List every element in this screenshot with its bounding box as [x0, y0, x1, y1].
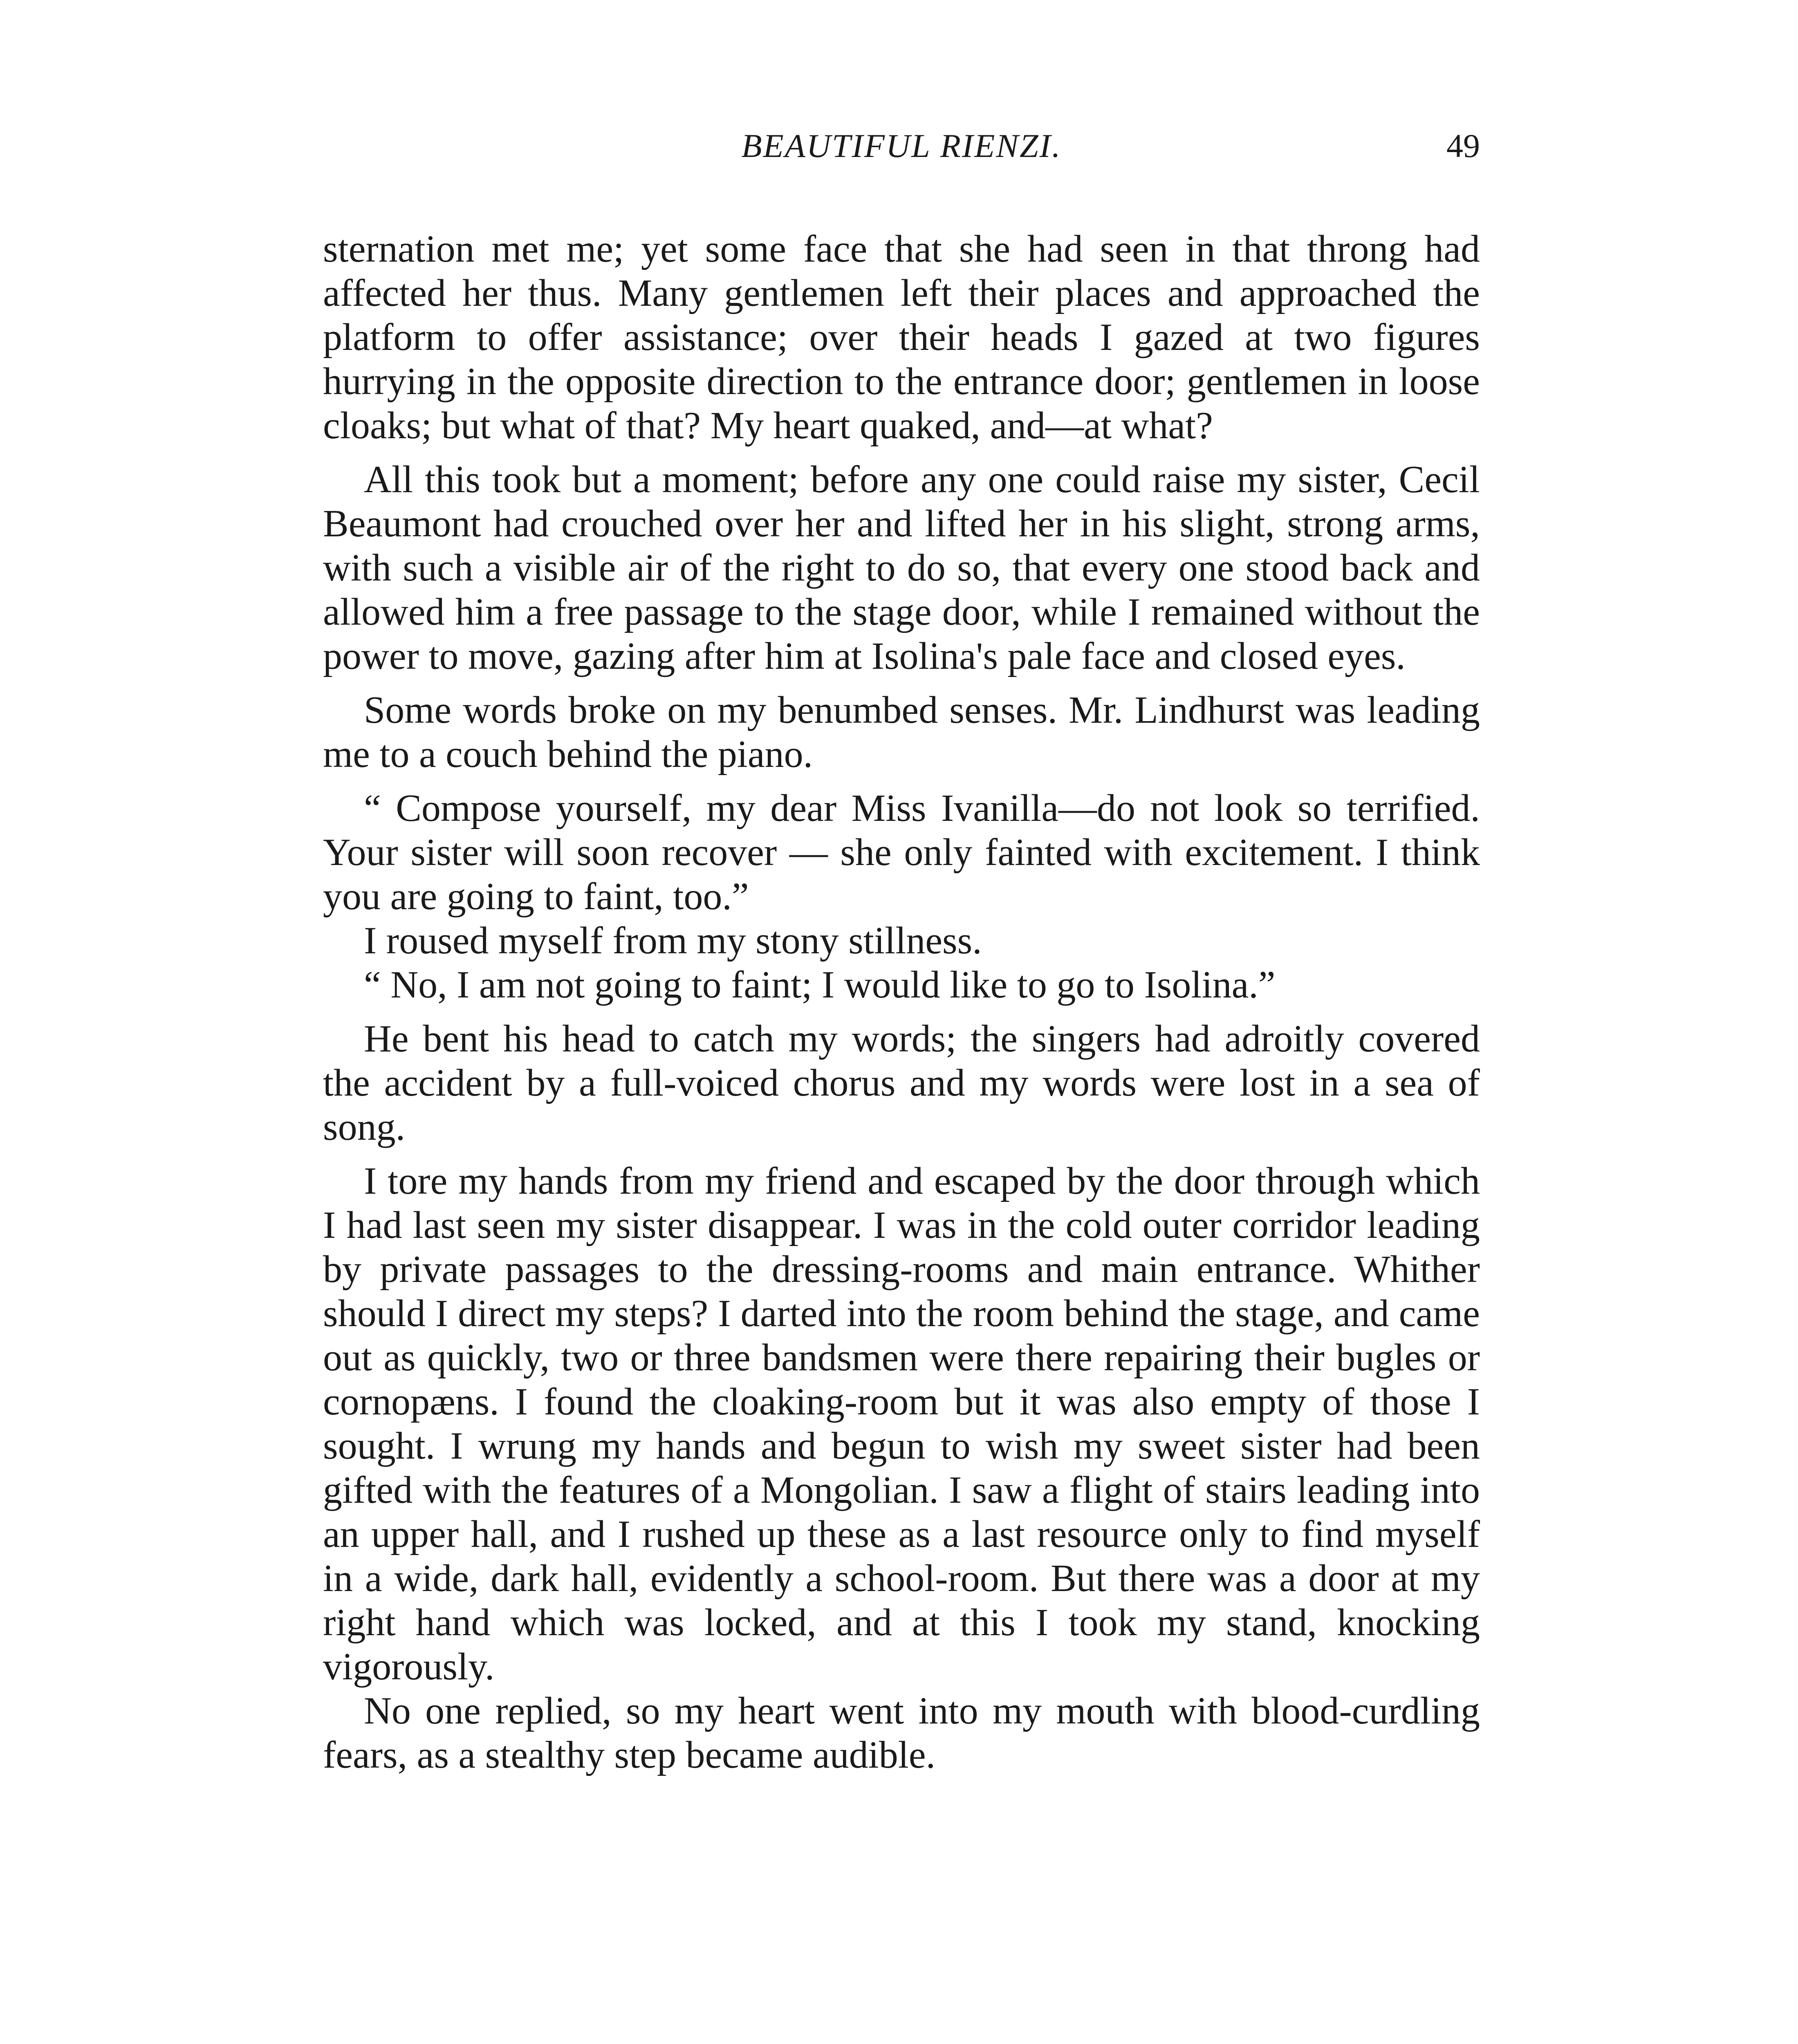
body-text: [323, 227, 1480, 1777]
paragraph-1: sternation met me; yet some face that she had seen in that throng had affected her thus. Many gentlemen left their places and approached the platform to offer assistance; over their heads I gazed at two figures hurrying in the opposite direction to the entrance door; gentlemen in loose cloaks; but what of that? My heart quaked, and—at what?: [323, 228, 1480, 447]
paragraph-7: He bent his head to catch my words; the singers had adroitly covered the accident by a full-voiced chorus and my words were lost in a sea of song.: [323, 1018, 1480, 1148]
paragraph-8: I tore my hands from my friend and escaped by the door through which I had last seen my sister disappear. I was in the cold outer corridor leading by private passages to the dressing-rooms and main entrance. Whither should I direct my steps? I darted into the room behind the stage, and came out as quickly, two or three bandsmen were there repairing their bugles or cornopæns. I found the cloaking-room but it was also empty of those I sought. I wrung my hands and begun to wish my sweet sister had been gifted with the features of a Mongolian. I saw a flight of stairs leading into an upper hall, and I rushed up these as a last resource only to find myself in a wide, dark hall, evidently a school-room. But there was a door at my right hand which was locked, and at this I took my stand, knocking vigorously.: [323, 1160, 1480, 1688]
paragraph-4: “ Compose yourself, my dear Miss Ivanilla—do not look so terrified. Your sister will soon recover — she only fainted with excitement. I think you are going to faint, too.”: [323, 787, 1480, 918]
paragraph-3: Some words broke on my benumbed senses. Mr. Lindhurst was leading me to a couch behind the piano.: [323, 689, 1480, 775]
paragraph-5: I roused myself from my stony stillness.: [364, 919, 982, 962]
paragraph-2: All this took but a moment; before any one could raise my sister, Cecil Beaumont had crouched over her and lifted her in his slight, strong arms, with such a visible air of the right to do so, that every one stood back and allowed him a free passage to the stage door, while I remained without the power to move, gazing after him at Isolina's pale face and closed eyes.: [323, 458, 1480, 677]
page-header: [323, 123, 1480, 188]
paragraph-6: “ No, I am not going to faint; I would like to go to Isolina.”: [364, 964, 1276, 1006]
running-title: BEAUTIFUL RIENZI.: [741, 127, 1062, 164]
paragraph-9: No one replied, so my heart went into my mouth with blood-curdling fears, as a stealthy step became audible.: [323, 1690, 1480, 1776]
page-number: 49: [1446, 127, 1480, 164]
